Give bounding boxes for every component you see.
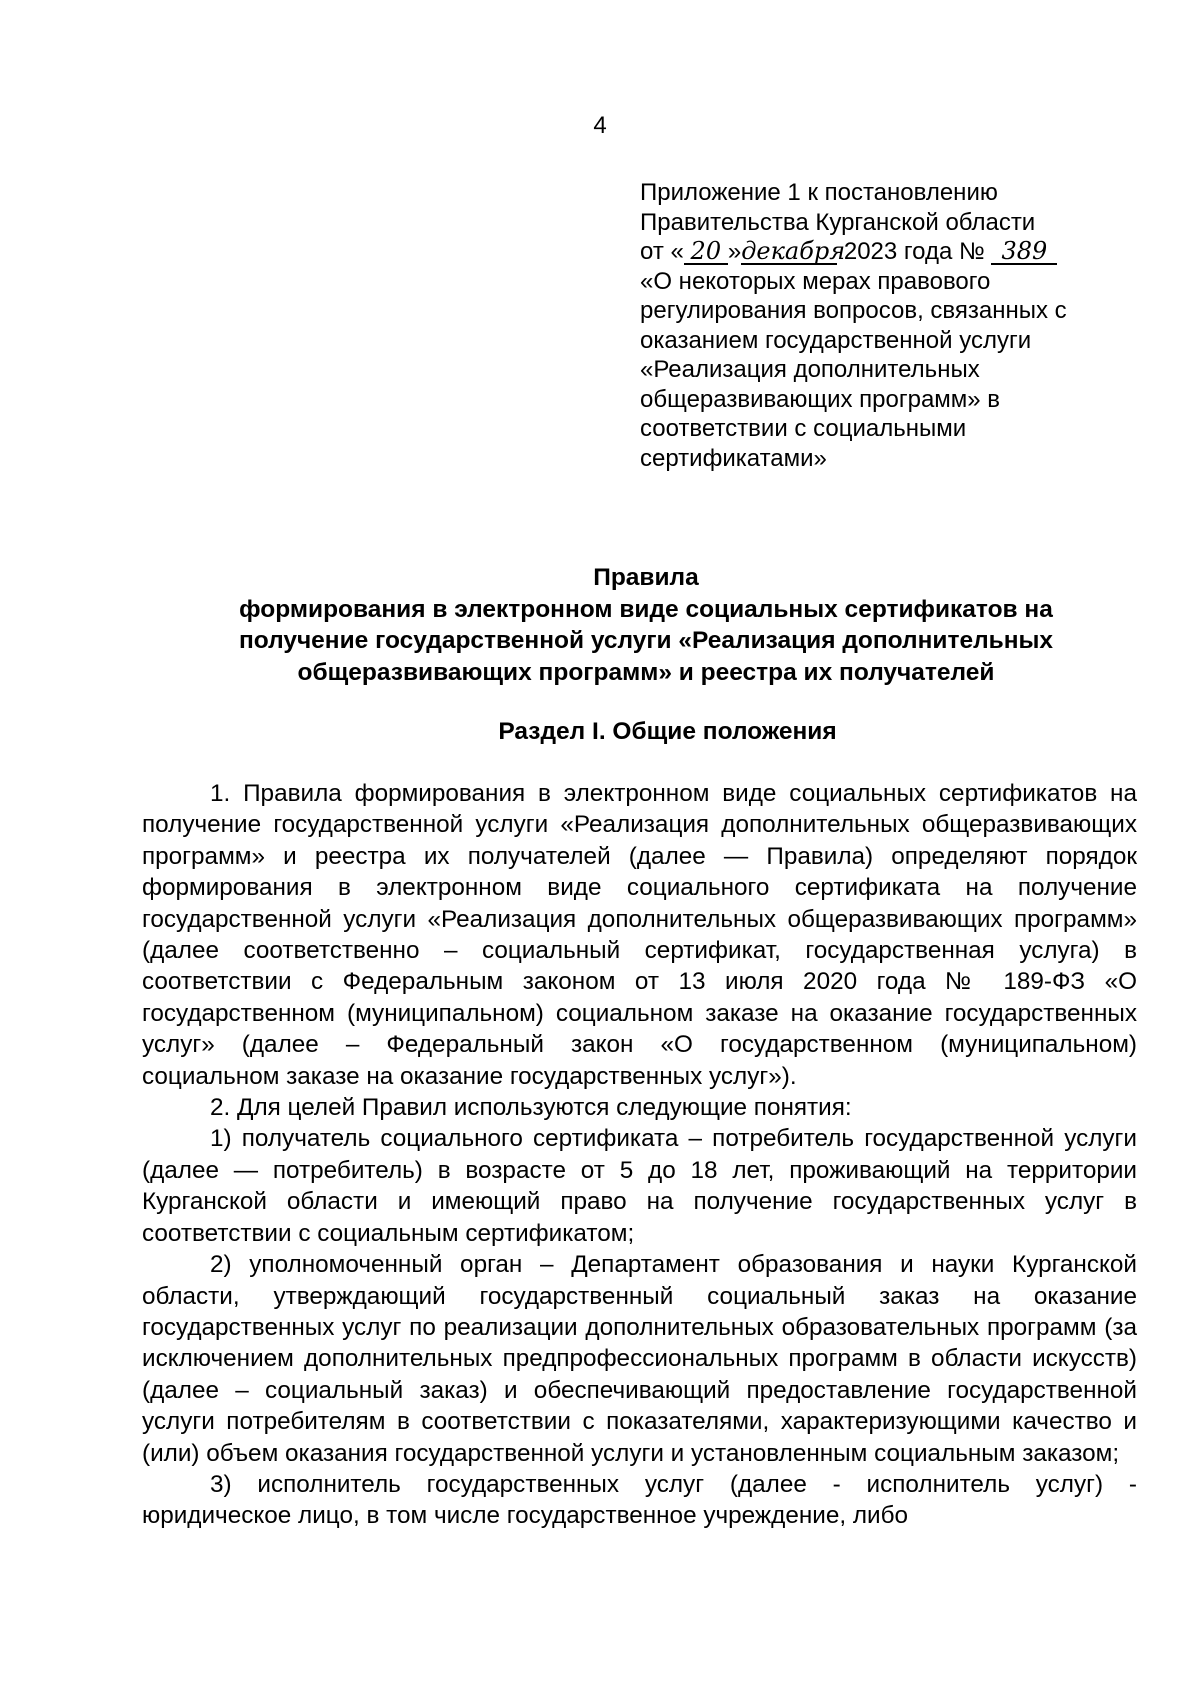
paragraph: 2. Для целей Правил используются следующие понятия: <box>210 1094 852 1122</box>
date-prefix: от « <box>640 238 684 265</box>
appendix-line: Приложение 1 к постановлению <box>640 179 998 206</box>
handwritten-month: декабря <box>741 237 846 265</box>
paragraph: 1. Правила формирования в электронном виде социальных сертификатов на получение государственной услуги «Реализация дополнительных общеразвивающих программ» и реестра их получателей (далее — Правила) определяют порядок формирования в электронном виде социального сертификата на получение государственной услуги «Реализация дополнительных общеразвивающих программ» (далее соответственно – социальный сертификат, государственная услуга) в соответствии с Федеральным законом от 13 июля 2020 года № 189-ФЗ «О государственном (муниципальном) социальном заказе на оказание государственных услуг» (далее – Федеральный закон «О государственном (муниципальном) социальном заказе на оказание государственных услуг»). <box>142 780 1137 1090</box>
paragraph: 1) получатель социального сертификата – потребитель государственной услуги (далее — потребитель) в возрасте от 5 до 18 лет, проживающий на территории Курганской области и имеющий право на получение государственных услуг в соответствии с социальным сертификатом; <box>142 1125 1137 1247</box>
appendix-line: общеразвивающих программ» в <box>640 385 1001 413</box>
appendix-line: регулирования вопросов, связанных с <box>640 297 1067 324</box>
title-line: формирования в электронном виде социальных сертификатов на <box>239 595 1053 623</box>
body-text <box>142 778 1137 1532</box>
page-number: 4 <box>593 112 607 139</box>
section-title: Раздел I. Общие положения <box>498 718 837 745</box>
title-line: получение государственной услуги «Реализация дополнительных <box>238 627 1054 654</box>
appendix-block <box>640 178 1120 473</box>
appendix-line: Правительства Курганской области <box>640 208 1036 236</box>
date-year: 2023 года № <box>837 238 992 265</box>
appendix-line: соответствии с социальными <box>640 415 967 442</box>
appendix-line: «О некоторых мерах правового <box>640 267 991 295</box>
appendix-date-line <box>640 237 1120 267</box>
appendix-line: «Реализация дополнительных <box>640 356 980 383</box>
date-quote: » <box>727 238 742 265</box>
handwritten-day: 20 <box>684 239 728 265</box>
appendix-line: сертификатами» <box>640 444 827 472</box>
paragraph: 3) исполнитель государственных услуг (далее - исполнитель услуг) - юридическое лицо, в том числе государственное учреждение, либо <box>142 1470 1137 1530</box>
title-line: общеразвивающих программ» и реестра их получателей <box>297 658 995 686</box>
paragraph: 2) уполномоченный орган – Департамент образования и науки Курганской области, утверждающий государственный социальный заказ на оказание государственных услуг по реализации дополнительных образовательных программ (за исключением дополнительных предпрофессиональных программ в области искусств) (далее – социальный заказ) и обеспечивающий предоставление государственной услуги потребителям в соответствии с показателями, характеризующими качество и (или) объем оказания государственной услуги и установленным социальным заказом; <box>142 1251 1137 1467</box>
title-line: Правила <box>593 564 699 591</box>
handwritten-number: 389 <box>991 239 1057 265</box>
appendix-line: оказанием государственной услуги <box>640 326 1032 354</box>
document-title <box>150 562 1142 688</box>
